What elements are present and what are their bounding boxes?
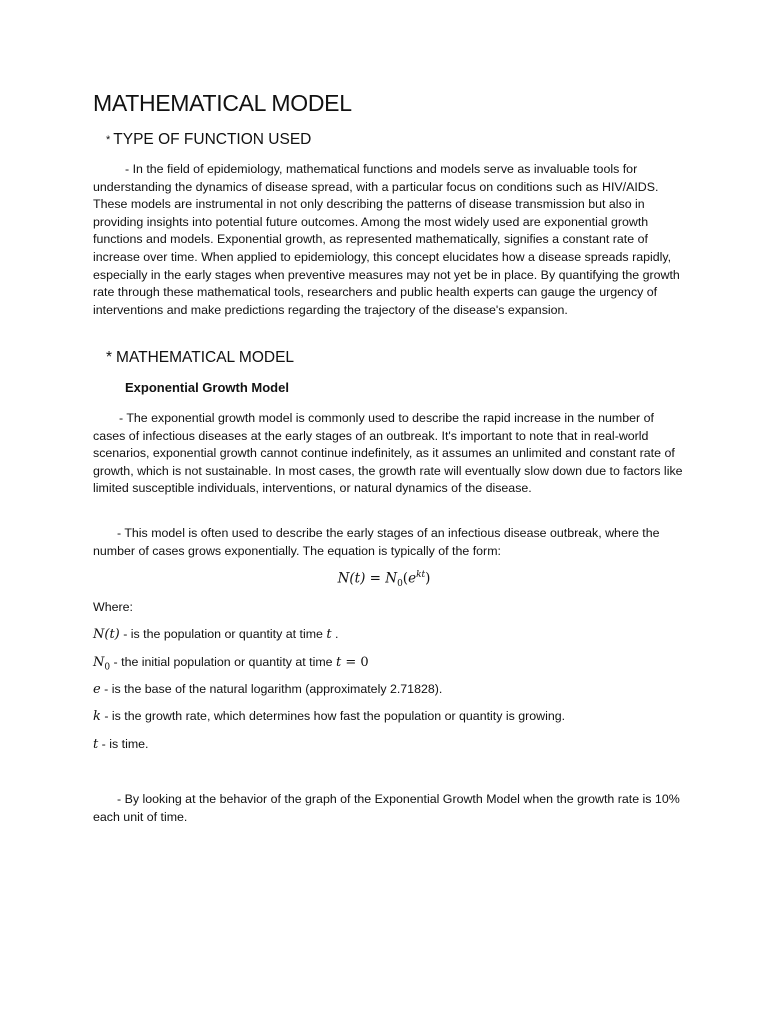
- equation-exponential-growth: $N(t) = N_0(e^{kt})$: [337, 570, 431, 590]
- definition-e: e - is the base of the natural logarithm (approximately 2.71828).: [93, 682, 443, 697]
- section-heading-text: TYPE OF FUNCTION USED: [113, 131, 312, 148]
- bullet-marker: *: [106, 134, 111, 146]
- section-heading-mathematical-model: [106, 349, 294, 367]
- paragraph-early-stages: [93, 525, 683, 560]
- document-title: MATHEMATICAL MODEL: [93, 90, 352, 116]
- subheading-exponential-growth: Exponential Growth Model: [125, 380, 289, 395]
- section-heading-function-type: [106, 131, 311, 149]
- paragraph-graph-behavior: [93, 791, 683, 826]
- where-label: Where:: [93, 600, 133, 614]
- definition-t: t - is time.: [93, 737, 149, 752]
- paragraph-exponential-model-text: - The exponential growth model is commonly used to describe the rapid increase in the number of cases of infectious diseases at the early stages of an outbreak. It's important to note that in real-world scenarios, exponential growth cannot continue indefinitely, as it assumes an unlimited and constant rate of growth, which is not sustainable. In most cases, the growth rate will eventually slow down due to factors like limited susceptible individuals, interventions, or natural dynamics of the disease.: [93, 411, 683, 496]
- paragraph-early-stages-text: - This model is often used to describe the early stages of an infectious disease outbreak, where the number of cases grows exponentially. The equation is typically of the form:: [93, 526, 660, 558]
- paragraph-exponential-model: [93, 410, 683, 498]
- bullet-marker: *: [106, 349, 113, 366]
- paragraph-graph-behavior-text: - By looking at the behavior of the graph of the Exponential Growth Model when the growth rate is 10% each unit of time.: [93, 792, 680, 824]
- paragraph-intro: [93, 161, 683, 319]
- definition-k: k - is the growth rate, which determines how fast the population or quantity is growing.: [93, 709, 566, 724]
- definition-n-zero: $N_0$ - the initial population or quantity at time t = 0: [93, 655, 369, 673]
- section-heading-text: MATHEMATICAL MODEL: [116, 349, 295, 366]
- definition-n-of-t: N(t) - is the population or quantity at time t .: [93, 627, 339, 642]
- paragraph-intro-text: - In the field of epidemiology, mathematical functions and models serve as invaluable tools for understanding the dynamics of disease spread, with a particular focus on conditions such as HIV/AIDS. These models are instrumental in not only describing the patterns of disease transmission but also in providing insights into potential future outcomes. Among the most widely used are exponential growth functions and models. Exponential growth, as represented mathematically, signifies a constant rate of increase over time. When applied to epidemiology, this concept elucidates how a disease spreads rapidly, especially in the early stages when preventive measures may not yet be in place. By quantifying the growth rate through these mathematical tools, researchers and public health experts can gauge the urgency of interventions and make predictions regarding the trajectory of the disease's expansion.: [93, 162, 680, 317]
